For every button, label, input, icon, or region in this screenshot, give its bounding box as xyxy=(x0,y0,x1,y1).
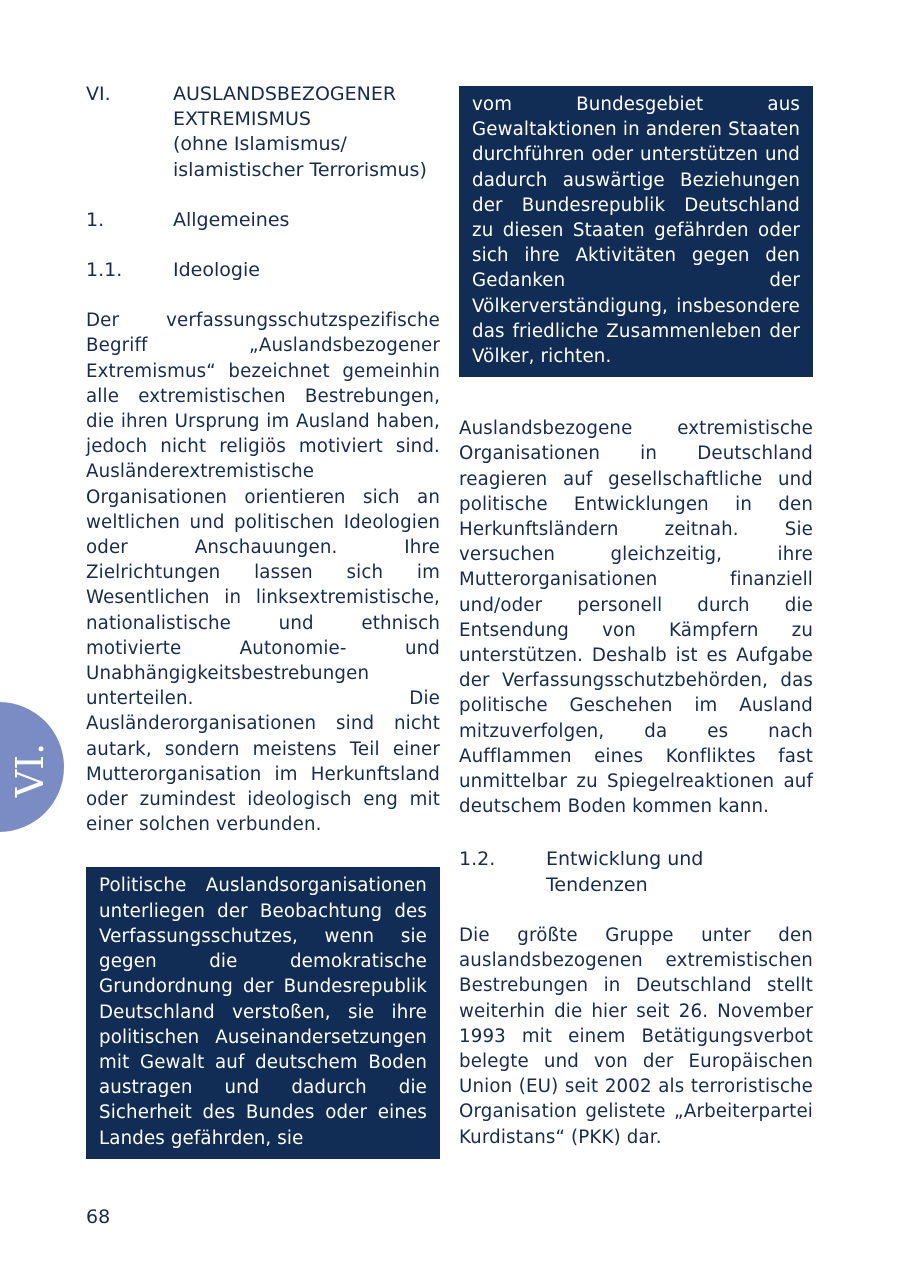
chapter-subtitle-line: (ohne Islamismus/ xyxy=(173,133,347,156)
pkk-paragraph: Die größte Gruppe unter den auslandsbezogenen extremistischen Bestrebungen in Deutschland stellt weiterhin die hier seit 26. November 1993 mit einem Betätigungsverbot belegte und von der Europäischen Union (EU) seit 2002 als terroristische Organisation gelistete „Arbeiterpartei Kurdistans“ (PKK) dar. xyxy=(459,924,813,1148)
highlight-box-part2 xyxy=(459,86,813,377)
section-title xyxy=(546,847,813,897)
section-title: Ideologie xyxy=(173,259,260,282)
page-number: 68 xyxy=(86,1206,111,1228)
section-heading-entwicklung xyxy=(459,847,813,897)
chapter-subtitle-line: islamistischer Terrorismus) xyxy=(173,158,427,181)
left-column xyxy=(86,82,440,1159)
highlight-box-text: Politische Auslandsorganisationen unterliegen der Beobachtung des Verfassungsschutzes, wenn sie gegen die demokratische Grundordnung der Bundesrepublik Deutschland verstoßen, sie ihre politischen Auseinandersetzungen mit Gewalt auf deutschem Boden austragen und dadurch die Sicherheit des Bundes oder eines Landes gefährden, sie xyxy=(99,875,427,1149)
section-heading-ideologie xyxy=(86,258,440,283)
ideologie-paragraph: Der verfassungsschutzspezifische Begriff „Auslandsbezogener Extremismus“ bezeichnet gemeinhin alle extremistischen Bestrebungen, die ihren Ursprung im Ausland haben, jedoch nicht religiös motiviert sind. Ausländerextremistische Organisationen orientieren sich an weltlichen und politischen Ideologien oder Anschauungen. Ihre Zielrichtungen lassen sich im Wesentlichen in linksextremistische, nationalistische und ethnisch motivierte Autonomie- und Unabhängigkeitsbestrebungen unterteilen. Die Ausländerorganisationen sind nicht autark, sondern meistens Teil einer Mutterorganisation im Herkunftsland oder zumindest ideologisch eng mit einer solchen verbunden. xyxy=(86,310,440,836)
chapter-title-line: AUSLANDSBEZOGENER xyxy=(173,83,397,105)
chapter-title xyxy=(173,82,440,183)
section-title: Allgemeines xyxy=(173,208,290,231)
section-number: 1.1. xyxy=(86,259,123,282)
chapter-number: VI. xyxy=(86,83,111,105)
right-column xyxy=(459,86,813,1150)
highlight-box-text: vom Bundesgebiet aus Gewaltaktionen in anderen Staaten durchführen oder unterstützen und dadurch auswärtige Beziehungen der Bundesrepublik Deutschland zu diesen Staaten gefährden oder sich ihre Aktivitäten gegen den Gedanken der Völkerverständigung, insbesondere das friedliche Zusammenleben der Völker, richten. xyxy=(472,94,800,368)
chapter-title-line: EXTREMISMUS xyxy=(173,108,311,131)
section-title-line: Tendenzen xyxy=(546,873,648,896)
section-number: 1.2. xyxy=(459,848,496,871)
section-heading-allgemeines xyxy=(86,208,440,233)
chapter-heading xyxy=(86,82,440,183)
chapter-tab-label: VI. xyxy=(8,742,52,798)
reaktion-paragraph: Auslandsbezogene extremistische Organisationen in Deutschland reagieren auf gesellschaftliche und politische Entwicklungen in den Herkunftsländern zeitnah. Sie versuchen gleichzeitig, ihre Mutterorganisationen finanziell und/oder personell durch die Entsendung von Kämpfern zu unterstützen. Deshalb ist es Aufgabe der Verfassungsschutzbehörden, das politische Geschehen im Ausland mitzuverfolgen, da es nach Aufflammen eines Konfliktes fast unmittelbar zu Spiegelreaktionen auf deutschem Boden kommen kann. xyxy=(459,418,813,818)
section-title-line: Entwicklung und xyxy=(546,848,704,871)
highlight-box-part1 xyxy=(86,867,440,1158)
section-number: 1. xyxy=(86,208,105,231)
